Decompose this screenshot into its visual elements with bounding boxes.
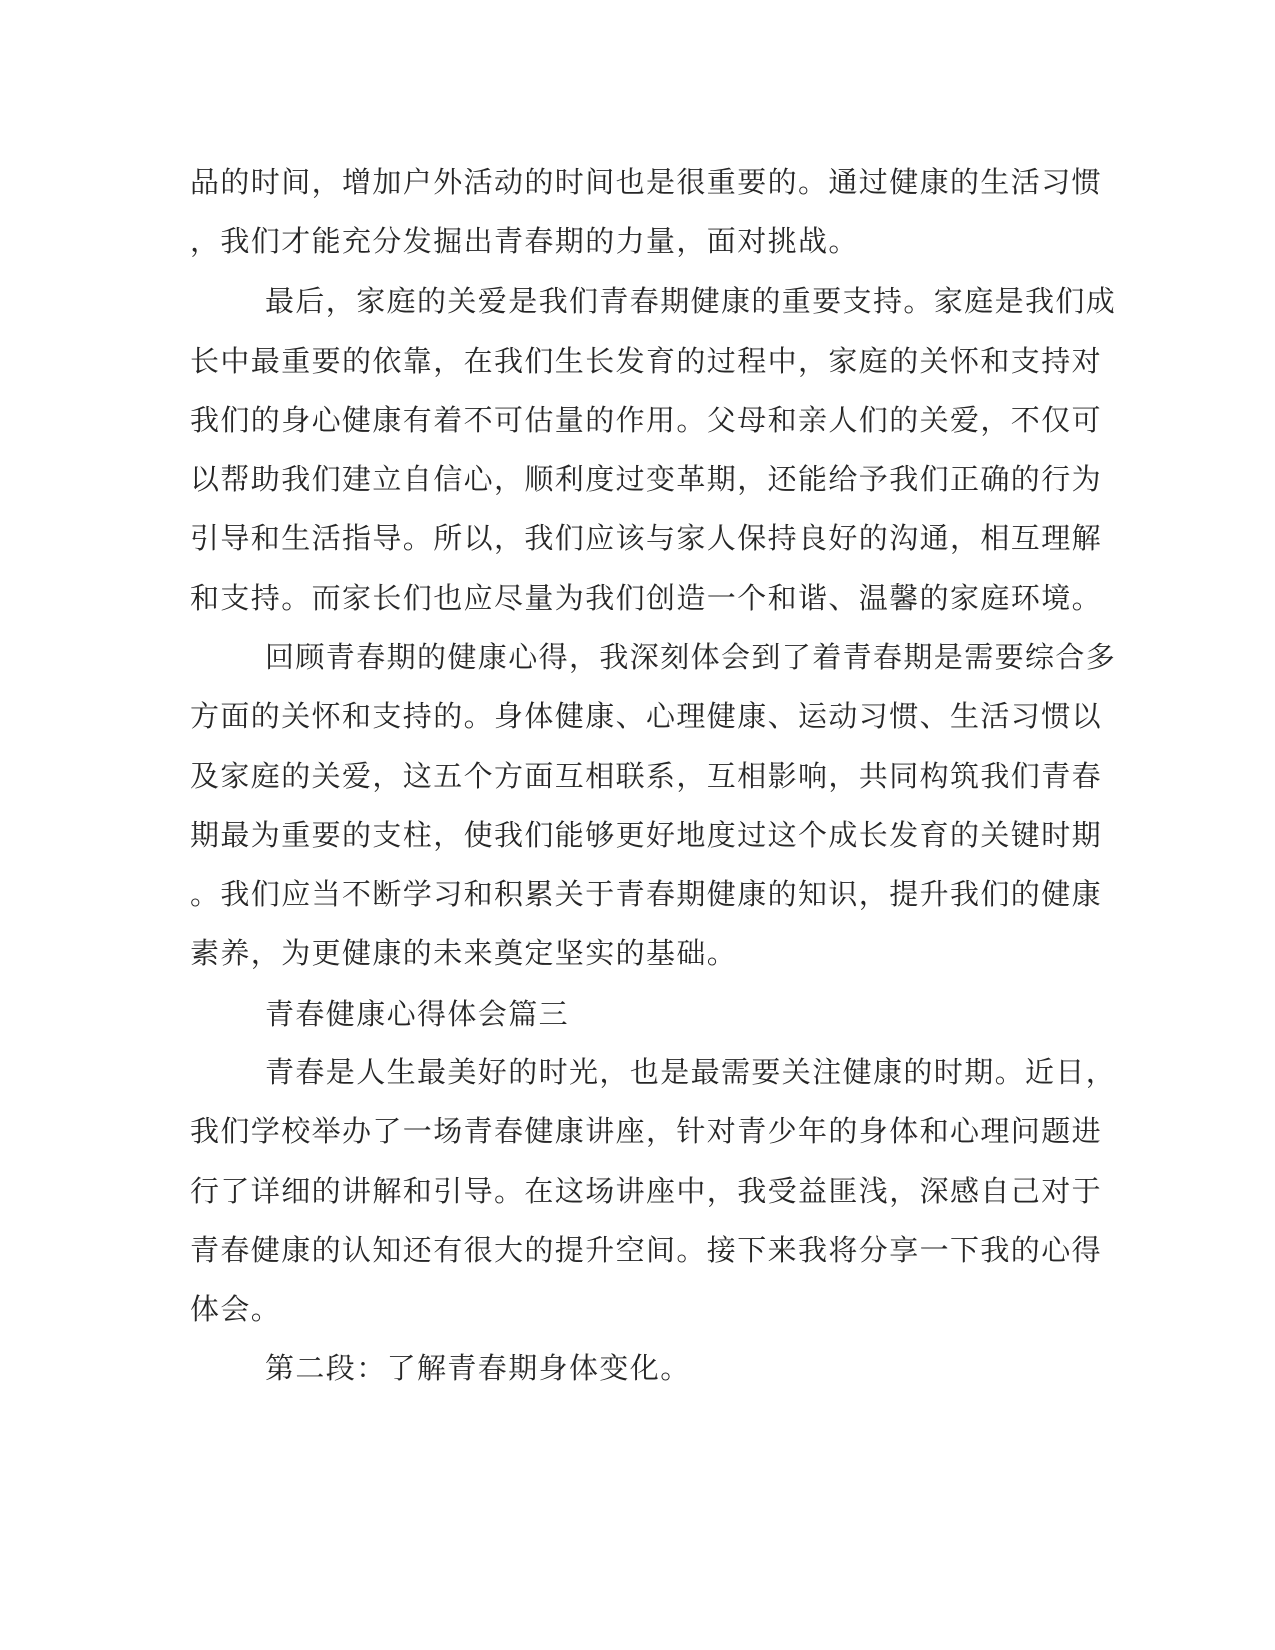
- text-line: 素养，为更健康的未来奠定坚实的基础。: [190, 936, 738, 970]
- paragraph-first-line: 回顾青春期的健康心得，我深刻体会到了着青春期是需要综合多: [265, 640, 1117, 674]
- text-line: 及家庭的关爱，这五个方面互相联系，互相影响，共同构筑我们青春: [190, 759, 1103, 793]
- text-line: 。我们应当不断学习和积累关于青春期健康的知识，提升我们的健康: [190, 877, 1103, 911]
- text-line: 行了详细的讲解和引导。在这场讲座中，我受益匪浅，深感自己对于: [190, 1174, 1103, 1208]
- text-line: 我们的身心健康有着不可估量的作用。父母和亲人们的关爱，不仅可: [190, 403, 1103, 437]
- text-line: 期最为重要的支柱，使我们能够更好地度过这个成长发育的关键时期: [190, 818, 1103, 852]
- paragraph-first-line: 第二段：了解青春期身体变化。: [265, 1351, 691, 1385]
- text-line: 我们学校举办了一场青春健康讲座，针对青少年的身体和心理问题进: [190, 1114, 1103, 1148]
- section-heading: 青春健康心得体会篇三: [265, 997, 570, 1031]
- text-line: 以帮助我们建立自信心，顺利度过变革期，还能给予我们正确的行为: [190, 462, 1103, 496]
- text-line: 体会。: [190, 1292, 282, 1326]
- text-line: ，我们才能充分发掘出青春期的力量，面对挑战。: [190, 224, 859, 258]
- text-line: 品的时间，增加户外活动的时间也是很重要的。通过健康的生活习惯: [190, 165, 1103, 199]
- text-line: 长中最重要的依靠，在我们生长发育的过程中，家庭的关怀和支持对: [190, 344, 1103, 378]
- text-line: 引导和生活指导。所以，我们应该与家人保持良好的沟通，相互理解: [190, 521, 1103, 555]
- text-line: 方面的关怀和支持的。身体健康、心理健康、运动习惯、生活习惯以: [190, 699, 1103, 733]
- text-line: 青春健康的认知还有很大的提升空间。接下来我将分享一下我的心得: [190, 1233, 1103, 1267]
- text-line: 和支持。而家长们也应尽量为我们创造一个和谐、温馨的家庭环境。: [190, 581, 1103, 615]
- paragraph-first-line: 最后，家庭的关爱是我们青春期健康的重要支持。家庭是我们成: [265, 284, 1117, 318]
- paragraph-first-line: 青春是人生最美好的时光，也是最需要关注健康的时期。近日，: [265, 1055, 1117, 1089]
